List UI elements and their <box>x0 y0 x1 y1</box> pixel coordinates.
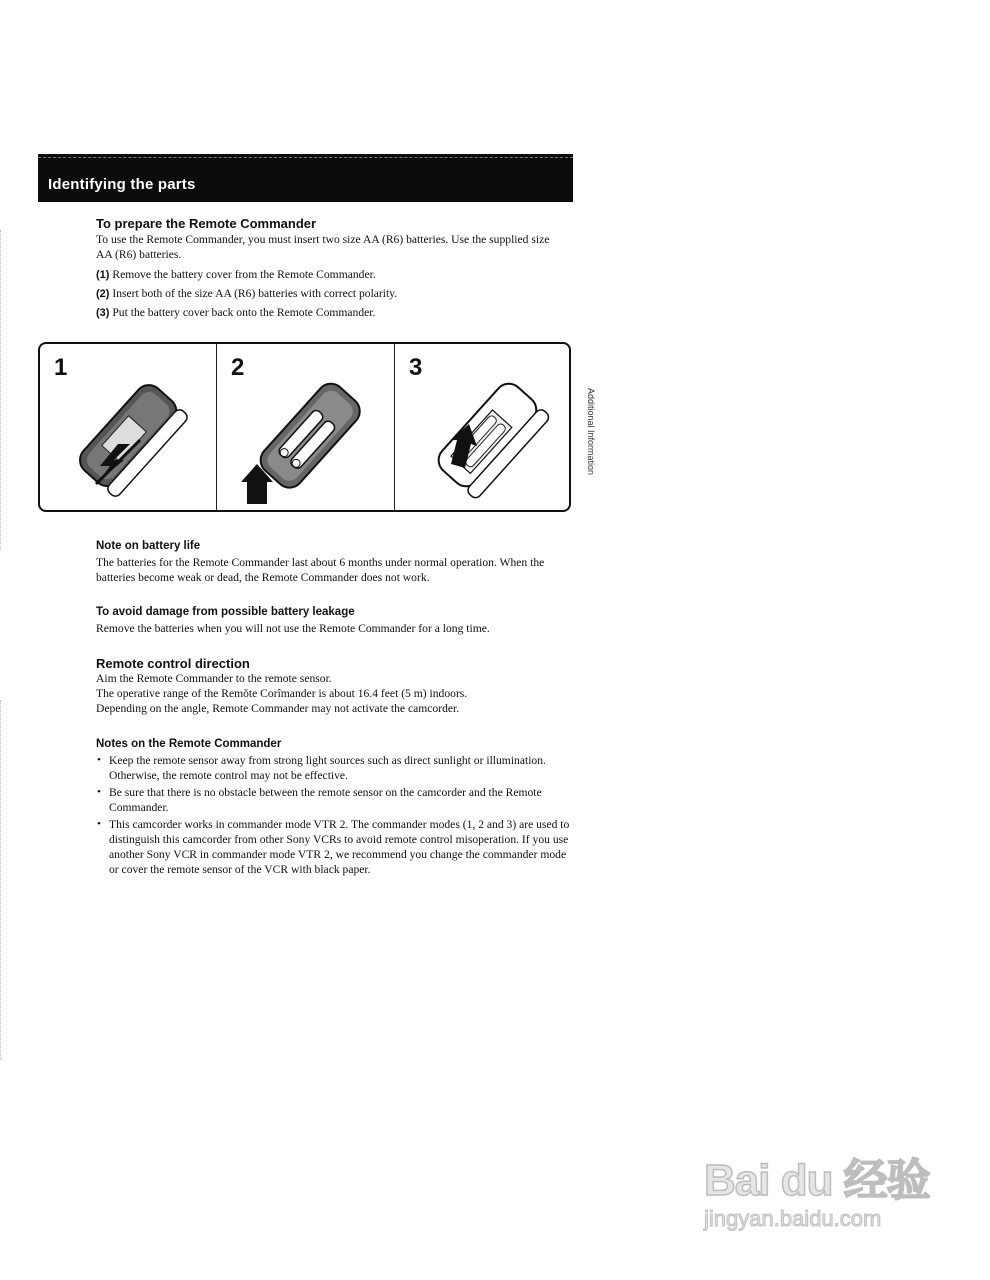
battery-figure <box>38 342 571 512</box>
direction-line-2: The operative range of the Remŏte Corîmander is about 16.4 feet (5 m) indoors. <box>96 687 468 700</box>
baidu-watermark <box>698 1132 938 1242</box>
panel-number: 2 <box>231 354 245 381</box>
figure-panel-3 <box>394 344 571 512</box>
section-title: Identifying the parts <box>48 176 196 193</box>
prepare-heading: To prepare the Remote Commander <box>96 216 317 231</box>
leakage-text: Remove the batteries when you will not use the Remote Commander for a long time. <box>96 622 490 635</box>
note-bullet: • Keep the remote sensor away from strong light sources such as direct sunlight or illumination. Otherwise, the remote control may not be effective. <box>96 753 574 783</box>
step-text: Put the battery cover back onto the Remote Commander. <box>112 306 376 319</box>
direction-heading: Remote control direction <box>96 656 250 671</box>
step-3 <box>96 305 375 321</box>
prepare-intro: To use the Remote Commander, you must insert two size AA (R6) batteries. Use the supplied size AA (R6) batteries. <box>96 233 550 261</box>
note-bullet: • This camcorder works in commander mode VTR 2. The commander modes (1, 2 and 3) are used to distinguish this camcorder from other Sony VCRs to avoid remote control misoperation. If you use another Sony VCR in commander mode VTR 2, we recommend you change the commander mode or cover the remote sensor of the VCR with black paper. <box>96 817 574 877</box>
header-dash-line <box>38 157 573 158</box>
step-text: Remove the battery cover from the Remote Commander. <box>112 268 376 281</box>
figure-panel-2 <box>216 344 394 512</box>
watermark-brand: Bai du 经验 <box>704 1156 930 1205</box>
figure-panel-1 <box>40 344 216 512</box>
side-tab-label: Additional Information <box>586 388 596 476</box>
remote-cover-removal-illustration <box>40 344 216 512</box>
battery-life-text: The batteries for the Remote Commander last about 6 months under normal operation. When the batteries become weak or dead, the Remote Commander does not work. <box>96 556 545 584</box>
step-text: Insert both of the size AA (R6) batteries with correct polarity. <box>112 287 398 300</box>
section-header-bar <box>38 154 573 202</box>
step-number: (3) <box>96 307 110 319</box>
cover-replacement-illustration <box>395 344 571 512</box>
scan-edge-artifact <box>0 700 4 1060</box>
panel-number: 3 <box>409 354 423 381</box>
battery-life-heading: Note on battery life <box>96 540 201 552</box>
direction-line-3: Depending on the angle, Remote Commander may not activate the camcorder. <box>96 702 460 715</box>
side-tab <box>582 388 596 528</box>
step-1 <box>96 267 376 283</box>
direction-line-1: Aim the Remote Commander to the remote sensor. <box>96 672 332 685</box>
notes-heading: Notes on the Remote Commander <box>96 738 282 750</box>
notes-list <box>96 753 574 879</box>
panel-number: 1 <box>54 354 68 381</box>
leakage-heading: To avoid damage from possible battery leakage <box>96 606 355 618</box>
step-number: (1) <box>96 269 110 281</box>
step-2 <box>96 286 397 302</box>
battery-insertion-illustration <box>217 344 394 512</box>
watermark-url: jingyan.baidu.com <box>704 1206 882 1231</box>
scan-edge-artifact <box>0 230 4 550</box>
note-bullet: • Be sure that there is no obstacle between the remote sensor on the camcorder and the Remote Commander. <box>96 785 574 815</box>
step-number: (2) <box>96 288 110 300</box>
